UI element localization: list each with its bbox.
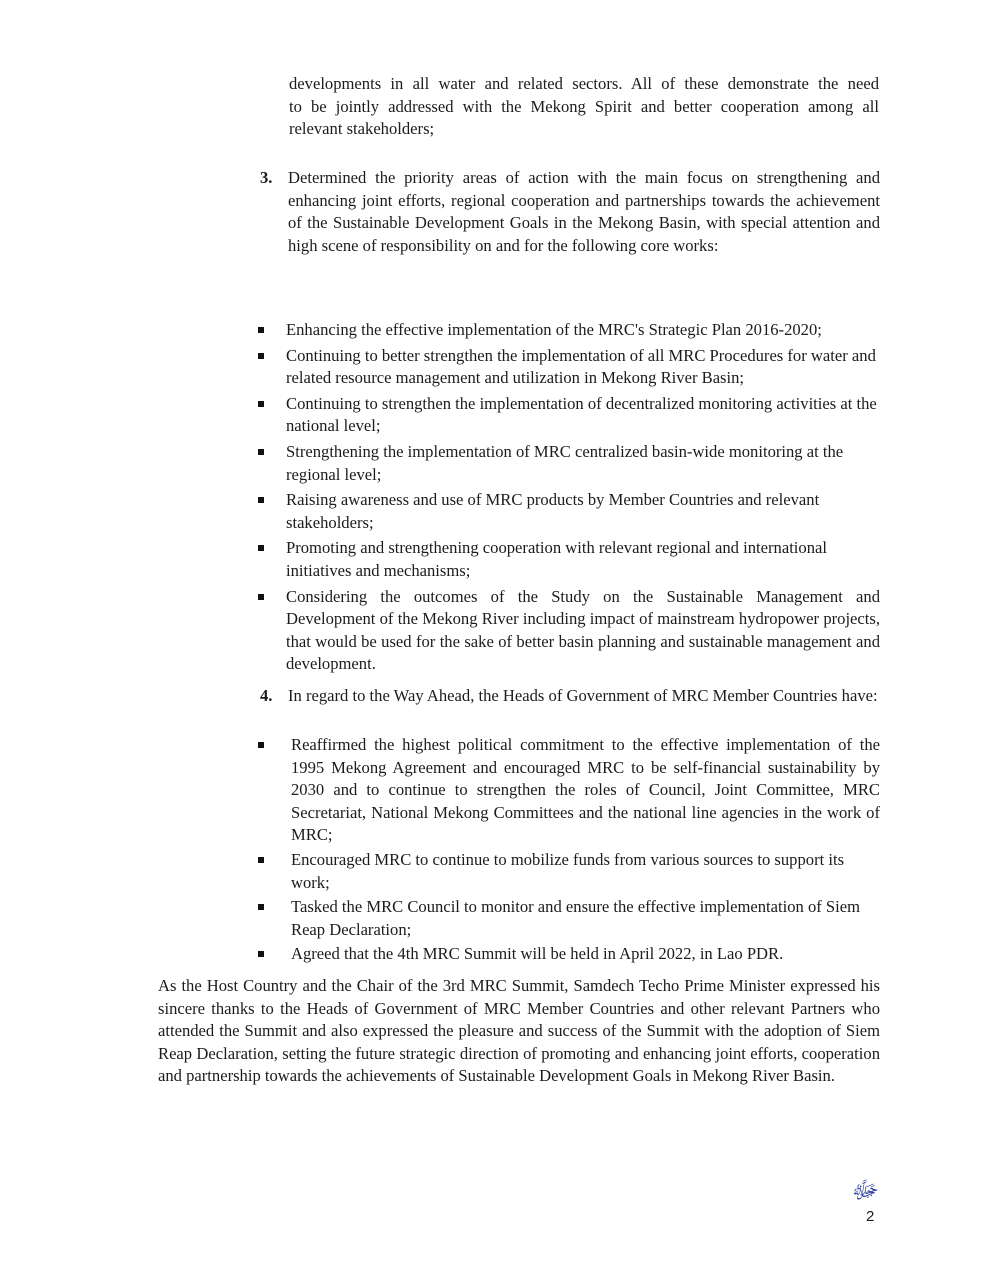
way-ahead-list: [258, 734, 880, 966]
bullet-square-icon: [258, 497, 264, 503]
bullet-square-icon: [258, 904, 264, 910]
list-item: [258, 896, 880, 941]
bullet-square-icon: [258, 594, 264, 600]
bullet-square-icon: [258, 857, 264, 863]
closing-paragraph: As the Host Country and the Chair of the 3rd MRC Summit, Samdech Techo Prime Minister expressed his sincere thanks to the Heads of Government of MRC Member Countries and other relevant Partners who attended the Summit and also expressed the pleasure and success of the Summit with the adoption of Siem Reap Declaration, setting the future strategic direction of promoting and enhancing joint efforts, cooperation and partnership towards the achievements of Sustainable Development Goals in Mekong River Basin.: [158, 976, 880, 1086]
bullet-square-icon: [258, 353, 264, 359]
core-work-text: Enhancing the effective implementation of the MRC's Strategic Plan 2016-2020;: [286, 320, 822, 339]
list-item: [258, 734, 880, 847]
bullet-square-icon: [258, 742, 264, 748]
bullet-square-icon: [258, 951, 264, 957]
list-item: [258, 393, 880, 438]
list-item: [258, 441, 880, 486]
way-ahead-text: Encouraged MRC to continue to mobilize funds from various sources to support its work;: [291, 849, 845, 892]
bullet-square-icon: [258, 449, 264, 455]
intro-line-1: developments in all water and related sectors. All of these demonstrate the need: [289, 74, 879, 93]
item-4-text: In regard to the Way Ahead, the Heads of Government of MRC Member Countries have:: [288, 686, 878, 705]
bullet-square-icon: [258, 327, 264, 333]
numbered-item-4: [260, 685, 880, 708]
core-works-list: [258, 319, 880, 676]
list-item: [258, 943, 880, 966]
list-item: [258, 849, 880, 894]
core-work-text: Continuing to better strengthen the implementation of all MRC Procedures for water and related resource management and utilization in Mekong River Basin;: [286, 345, 876, 388]
core-work-text: Considering the outcomes of the Study on the Sustainable Management and Development of the Mekong River including impact of mainstream hydropower projects, that would be used for the sake of better basin planning and sustainable management and development.: [286, 586, 880, 674]
core-work-text: Continuing to strengthen the implementation of decentralized monitoring activities at the national level;: [286, 393, 877, 436]
numbered-item-3: [260, 167, 880, 257]
core-work-text: Raising awareness and use of MRC products by Member Countries and relevant stakeholders;: [286, 490, 820, 532]
way-ahead-text: Reaffirmed the highest political commitment to the effective implementation of the 1995 Mekong Agreement and encouraged MRC to be self-financial sustainability by 2030 and to continue to strengthen the roles of Council, Joint Committee, MRC Secretariat, National Mekong Committees and the national line agencies in the work of MRC;: [291, 735, 880, 845]
way-ahead-text: Tasked the MRC Council to monitor and ensure the effective implementation of Siem Reap Declaration;: [291, 897, 861, 939]
intro-line-2: to be jointly addressed with the Mekong Spirit and better cooperation among all: [289, 96, 879, 116]
way-ahead-text: Agreed that the 4th MRC Summit will be held in April 2022, in Lao PDR.: [291, 944, 784, 964]
intro-line-3: relevant stakeholders;: [289, 119, 435, 139]
list-item: [258, 489, 880, 534]
bullet-square-icon: [258, 401, 264, 407]
core-work-text: Strengthening the implementation of MRC centralized basin-wide monitoring at the regional level;: [286, 441, 844, 484]
core-work-text: Promoting and strengthening cooperation with relevant regional and international initiatives and mechanisms;: [286, 538, 827, 580]
list-item: [258, 537, 880, 582]
item-3-number: 3.: [260, 168, 273, 187]
page-number: 2: [866, 1208, 875, 1225]
intro-paragraph: [289, 73, 879, 141]
list-item: [258, 345, 880, 390]
handwritten-initials: ﷻ: [850, 1176, 878, 1204]
item-4-number: 4.: [260, 686, 273, 705]
bullet-square-icon: [258, 545, 264, 551]
list-item: [258, 586, 880, 676]
list-item: [258, 319, 880, 342]
item-3-text: Determined the priority areas of action with the main focus on strengthening and enhancing joint efforts, regional cooperation and partnerships towards the achievement of the Sustainable Development Goals in the Mekong Basin, with special attention and high scene of responsibility on and for the following core works:: [288, 168, 880, 255]
